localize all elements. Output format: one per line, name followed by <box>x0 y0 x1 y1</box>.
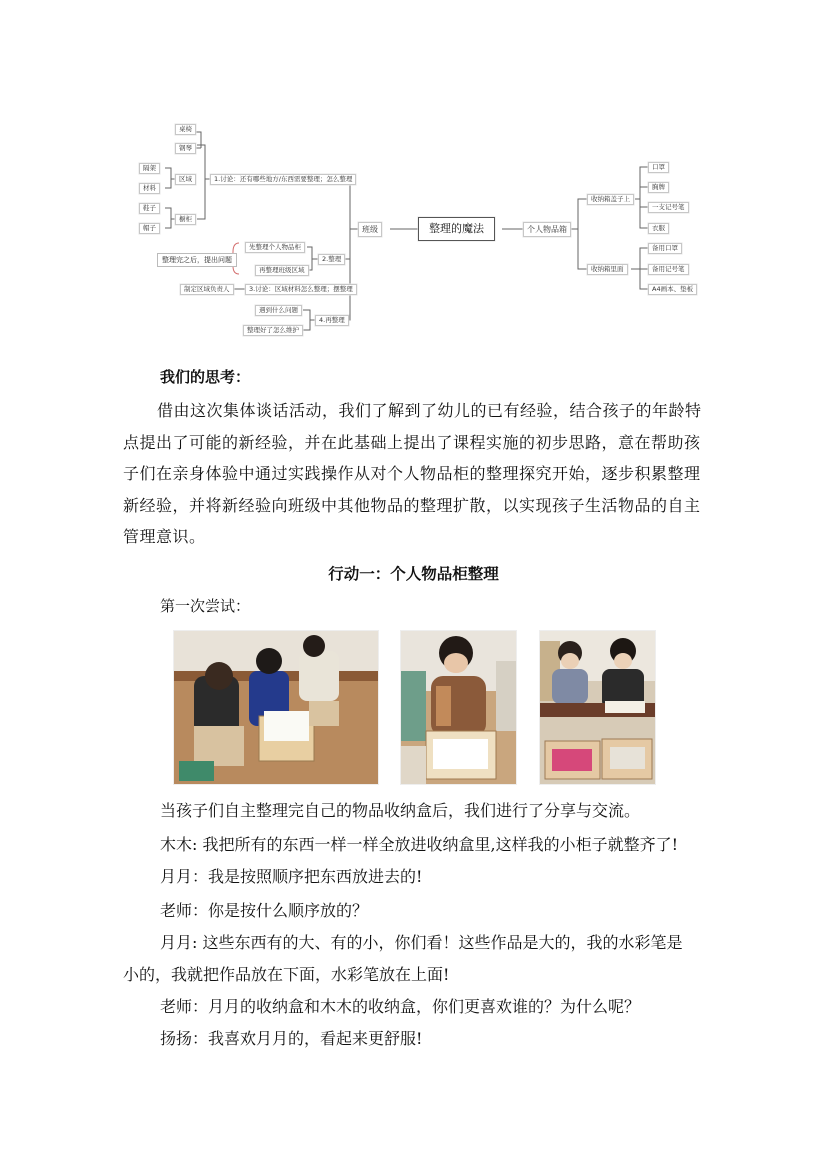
mindmap-drawing-book: A4画本、垫板 <box>648 284 697 295</box>
mindmap-box-lid: 收纳箱盖子上 <box>587 194 634 205</box>
dialogue-line-teacher-2: 老师：月月的收纳盒和木木的收纳盒，你们更喜欢谁的？为什么呢？ <box>160 997 641 1016</box>
mindmap-step-2: 再整理班级区域 <box>255 265 309 276</box>
mindmap-table: 桌椅 <box>175 124 196 135</box>
paragraph-line: 借由这次集体谈话活动，我们了解到了幼儿的已有经验，结合孩子的年龄特 <box>157 401 702 420</box>
mindmap-clothes: 衣服 <box>648 223 669 234</box>
dialogue-line-yueyue-1: 月月：我是按照顺序把东西放进去的! <box>160 867 423 886</box>
section-title: 行动一：个人物品柜整理 <box>328 564 499 583</box>
mind-map <box>135 112 700 337</box>
photo-illustration-3 <box>540 631 655 784</box>
thoughts-heading: 我们的思考： <box>160 368 251 386</box>
mindmap-hat: 帽子 <box>139 223 160 234</box>
mindmap-note: 整理完之后，提出问题 <box>157 253 237 267</box>
dialogue-line-mumu: 木木: 我把所有的东西一样一样全放进收纳盒里,这样我的小柜子就整齐了! <box>160 835 678 854</box>
mindmap-maintain: 整理好了怎么维护 <box>243 325 303 336</box>
thoughts-paragraph <box>123 395 703 553</box>
mindmap-personal-box-node: 个人物品箱 <box>523 222 571 237</box>
mindmap-spare-marker: 备用记号笔 <box>648 264 689 275</box>
mindmap-problems: 遇到什么问题 <box>255 305 302 316</box>
paragraph-line: 新经验，并将新经验向班级中其他物品的整理扩散，以实现孩子生活物品的自主 <box>123 495 701 515</box>
mindmap-marker: 一支记号笔 <box>648 202 689 213</box>
photo-illustration-1 <box>174 631 378 784</box>
mindmap-discuss-3: 3.讨论：区域材料怎么整理；摆整理 <box>245 284 357 295</box>
mindmap-class-node: 班级 <box>358 222 382 237</box>
mindmap-shoes: 鞋子 <box>139 203 160 214</box>
mindmap-cabinet: 橱柜 <box>175 214 196 225</box>
paragraph-line: 管理意识。 <box>123 527 206 546</box>
first-try-label: 第一次尝试： <box>160 597 251 615</box>
photo-illustration-2 <box>401 631 516 784</box>
mindmap-box-inside: 收纳箱里面 <box>587 264 628 275</box>
paragraph-line: 子们在亲身体验中通过实践操作从对个人物品柜的整理探究开始，逐步积累整理 <box>123 464 701 483</box>
paragraph-line: 点提出了可能的新经验，并在此基础上提出了课程实施的初步思路，意在帮助孩 <box>123 432 701 452</box>
mindmap-area-leader: 制定区域负责人 <box>180 284 234 295</box>
mindmap-material: 材料 <box>139 183 160 194</box>
mindmap-piano: 钢琴 <box>175 143 196 154</box>
photo-children-organizing-1 <box>173 630 379 785</box>
dialogue-line-yueyue-2b: 小的，我就把作品放在下面，水彩笔放在上面! <box>123 965 450 984</box>
dialogue-line-yangyang: 扬扬：我喜欢月月的，看起来更舒服! <box>160 1029 423 1048</box>
mindmap-step-1: 先整理个人物品柜 <box>245 242 305 253</box>
mindmap-mask: 口罩 <box>648 162 669 173</box>
dialogue-line-yueyue-2a: 月月: 这些东西有的大、有的小，你们看！这些作品是大的，我的水彩笔是 <box>160 933 683 952</box>
mindmap-organize-2: 2.整理 <box>318 254 345 265</box>
mindmap-badge: 胸牌 <box>648 182 669 193</box>
mindmap-reorganize-4: 4.再整理 <box>315 315 349 326</box>
mindmap-center: 整理的魔法 <box>418 217 495 241</box>
photo-child-organizing-2 <box>400 630 517 785</box>
mindmap-shelf: 隔架 <box>139 163 160 174</box>
dialogue-intro: 当孩子们自主整理完自己的物品收纳盒后，我们进行了分享与交流。 <box>160 801 641 820</box>
dialogue-line-teacher-1: 老师：你是按什么顺序放的？ <box>160 901 369 920</box>
photo-children-organizing-3 <box>539 630 656 785</box>
mindmap-spare-mask: 备用口罩 <box>648 243 682 254</box>
mindmap-discuss-1: 1.讨论：还有哪些地方/东西需要整理；怎么整理 <box>210 174 356 185</box>
mindmap-area: 区域 <box>175 174 196 185</box>
